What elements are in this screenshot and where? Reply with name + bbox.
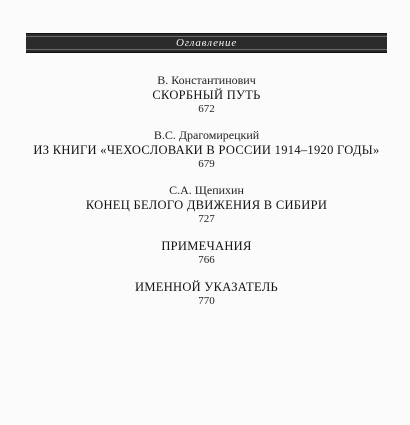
toc-entry-title: ИМЕННОЙ УКАЗАТЕЛЬ [135,280,278,294]
toc-entry [26,128,387,171]
toc-entry-author: С.А. Щепихин [169,183,244,197]
section-title: Оглавление [175,37,238,49]
toc-entry [26,183,387,226]
toc-entry-page-number: 766 [198,254,215,266]
toc-entry-title: ПРИМЕЧАНИЯ [161,239,252,253]
toc-entry-page-number: 672 [198,103,215,115]
section-header-banner [26,33,387,53]
toc-entry [26,73,387,116]
toc-entry-title: ИЗ КНИГИ «ЧЕХОСЛОВАКИ В РОССИИ 1914–1920 ГОДЫ» [33,143,380,157]
toc-entry-page-number: 679 [198,158,215,170]
toc-entry-title: КОНЕЦ БЕЛОГО ДВИЖЕНИЯ В СИБИРИ [85,198,328,212]
toc-entry-title: СКОРБНЫЙ ПУТЬ [152,88,261,102]
toc-entry [26,238,387,267]
toc-entry [26,279,387,308]
toc-entry-author: В. Константинович [157,73,256,87]
toc-entry-page-number: 770 [198,295,215,307]
toc-entry-author: В.С. Драгомирецкий [153,128,260,142]
table-of-contents [26,73,387,308]
toc-entry-page-number: 727 [198,213,215,225]
